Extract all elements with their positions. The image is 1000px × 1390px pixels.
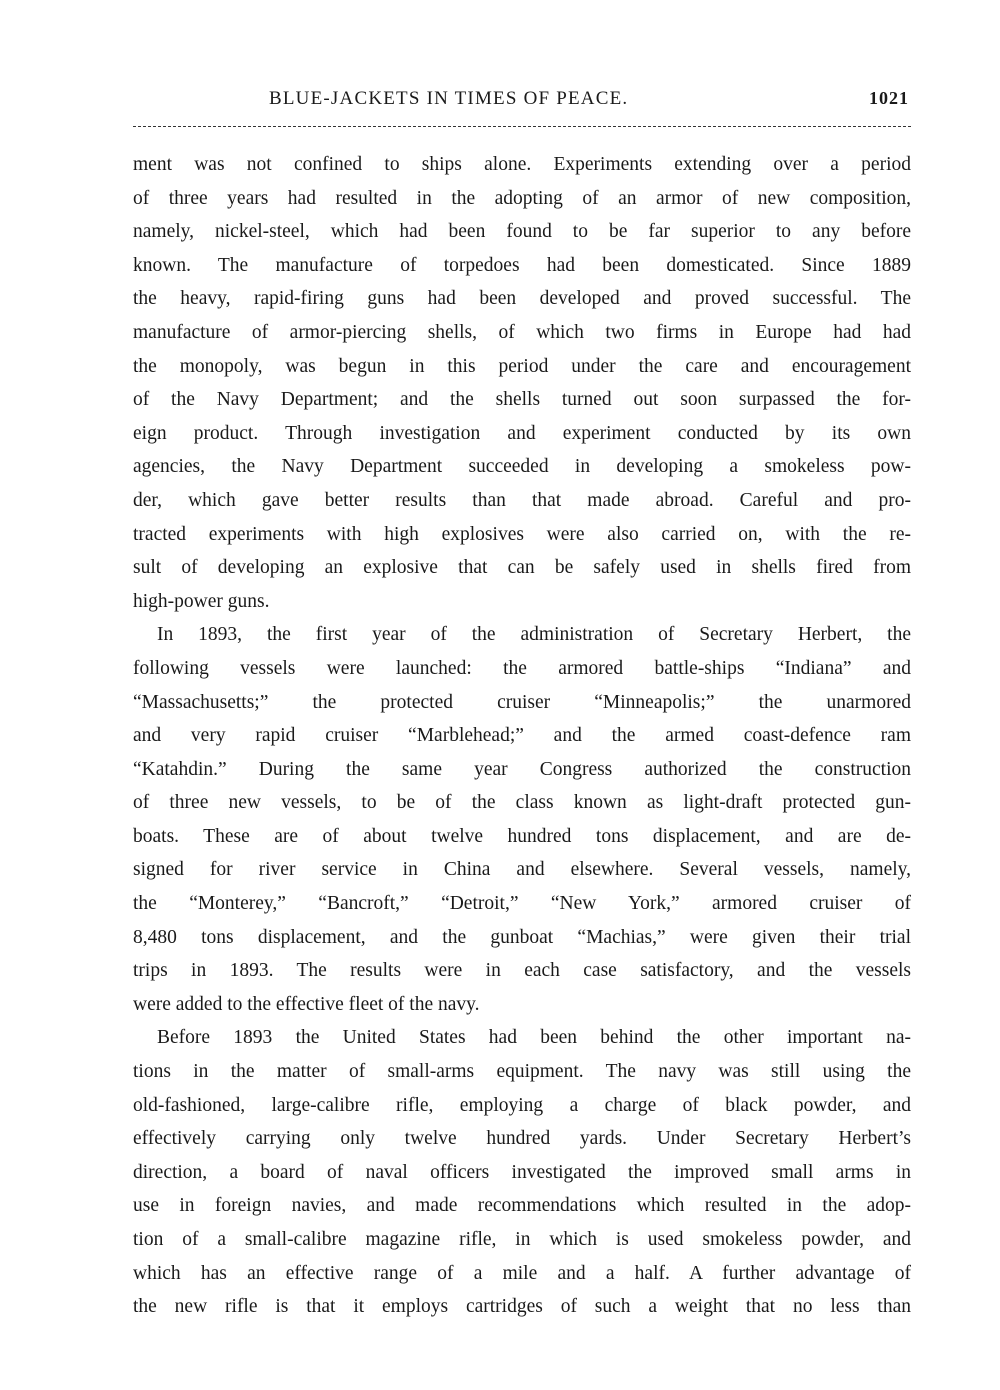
text-line: eign product. Through investigation and experiment conducted by its own <box>133 422 911 444</box>
text-line: signed for river service in China and elsewhere. Several vessels, namely, <box>133 859 911 881</box>
page-number: 1021 <box>869 88 909 108</box>
text-line: trips in 1893. The results were in each case satisfactory, and the vessels <box>133 960 911 982</box>
text-line: agencies, the Navy Department succeeded in developing a smokeless pow- <box>133 456 911 478</box>
paragraph-3 <box>133 1021 911 1323</box>
text-line: 8,480 tons displacement, and the gunboat “Machias,” were given their trial <box>133 926 911 948</box>
text-line: use in foreign navies, and made recommendations which resulted in the adop- <box>133 1195 911 1217</box>
running-title: BLUE-JACKETS IN TIMES OF PEACE. <box>269 88 629 109</box>
text-line: of three new vessels, to be of the class known as light-draft protected gun- <box>133 792 911 814</box>
text-line: ment was not confined to ships alone. Experiments extending over a period <box>133 154 911 175</box>
book-page <box>133 80 911 1318</box>
text-line: old-fashioned, large-calibre rifle, employing a charge of black powder, and <box>133 1094 911 1116</box>
text-line: In 1893, the first year of the administration of Secretary Herbert, the <box>157 624 911 646</box>
text-line: manufacture of armor-piercing shells, of which two firms in Europe had had <box>133 321 911 343</box>
text-line: high-power guns. <box>133 590 270 612</box>
text-line: “Massachusetts;” the protected cruiser “Minneapolis;” the unarmored <box>133 691 911 713</box>
text-line: known. The manufacture of torpedoes had been domesticated. Since 1889 <box>133 254 911 276</box>
text-line: following vessels were launched: the armored battle-ships “Indiana” and <box>133 657 911 679</box>
paragraph-1 <box>133 148 911 618</box>
body-text <box>133 148 911 1324</box>
text-line: the monopoly, was begun in this period under the care and encouragement <box>133 355 911 377</box>
text-line: Before 1893 the United States had been behind the other important na- <box>157 1027 911 1049</box>
header-rule <box>133 126 911 127</box>
text-line: namely, nickel-steel, which had been found to be far superior to any before <box>133 221 911 243</box>
text-line: of the Navy Department; and the shells turned out soon surpassed the for- <box>133 389 911 411</box>
text-line: direction, a board of naval officers investigated the improved small arms in <box>133 1161 911 1183</box>
text-line: der, which gave better results than that made abroad. Careful and pro- <box>133 489 911 511</box>
text-line: sult of developing an explosive that can be safely used in shells fired from <box>133 557 911 579</box>
text-line: were added to the effective fleet of the navy. <box>133 993 480 1015</box>
text-line: tion of a small-calibre magazine rifle, in which is used smokeless powder, and <box>133 1229 911 1250</box>
text-line: the “Monterey,” “Bancroft,” “Detroit,” “New York,” armored cruiser of <box>133 893 911 915</box>
text-line: and very rapid cruiser “Marblehead;” and the armed coast-defence ram <box>133 725 911 747</box>
text-line: tions in the matter of small-arms equipment. The navy was still using the <box>133 1061 911 1083</box>
running-head <box>133 80 911 116</box>
text-line: “Katahdin.” During the same year Congress authorized the construction <box>133 758 911 780</box>
text-line: the new rifle is that it employs cartridges of such a weight that no less than <box>133 1296 911 1318</box>
text-line: effectively carrying only twelve hundred yards. Under Secretary Herbert’s <box>133 1128 911 1150</box>
paragraph-2 <box>133 618 911 1021</box>
text-line: boats. These are of about twelve hundred tons displacement, and are de- <box>133 825 911 847</box>
text-line: the heavy, rapid-firing guns had been developed and proved successful. The <box>133 288 911 310</box>
text-line: of three years had resulted in the adopting of an armor of new composition, <box>133 187 911 209</box>
text-line: tracted experiments with high explosives were also carried on, with the re- <box>133 523 911 545</box>
text-line: which has an effective range of a mile and a half. A further advantage of <box>133 1262 911 1284</box>
